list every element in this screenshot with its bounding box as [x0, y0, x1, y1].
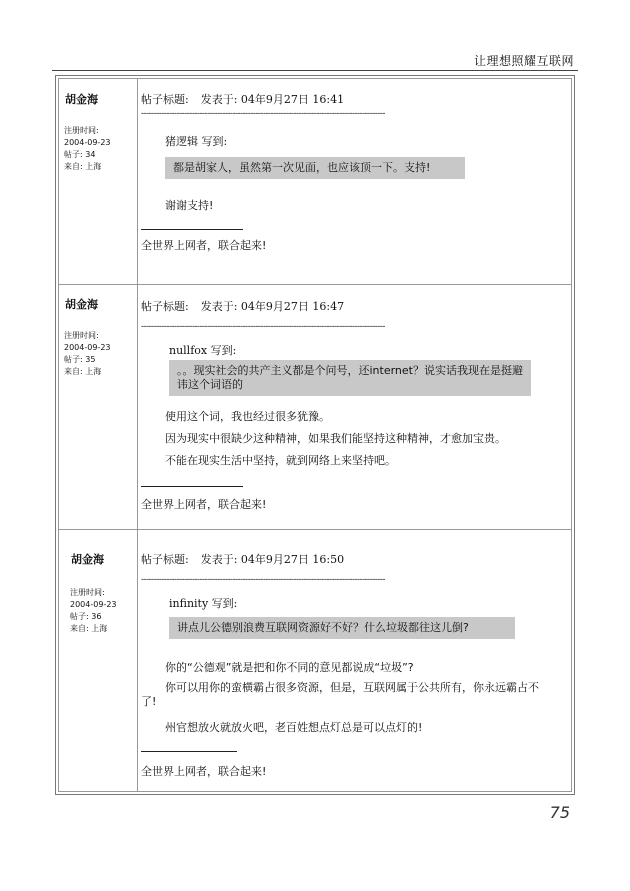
signature: 全世界上网者，联合起来!	[141, 765, 267, 778]
author-location: 来自: 上海	[64, 367, 102, 376]
quote-author: 猪逻辑 写到:	[165, 135, 228, 148]
author-name[interactable]: 胡金海	[65, 298, 98, 311]
forum-thread-frame	[55, 75, 575, 795]
page-number: 75	[549, 803, 570, 822]
quote-author: nullfox 写到:	[169, 344, 237, 357]
post-content	[141, 529, 567, 791]
post-count: 帖子: 35	[64, 355, 96, 364]
forum-post-2	[59, 284, 571, 530]
author-location: 来自: 上海	[64, 162, 102, 171]
register-label: 注册时间:	[64, 331, 99, 340]
reply-text: 使用这个词，我也经过很多犹豫。	[165, 410, 330, 423]
post-subject-label: 帖子标题:	[141, 93, 189, 106]
post-subject-label: 帖子标题:	[141, 300, 189, 313]
register-date: 2004-09-23	[70, 600, 117, 609]
post-divider: ------------------------------------------------------------------------------------------------	[141, 109, 385, 119]
author-name[interactable]: 胡金海	[71, 553, 104, 566]
forum-post-3	[59, 529, 571, 791]
post-header	[141, 298, 344, 314]
post-count: 帖子: 36	[70, 612, 102, 621]
post-timestamp: 发表于: 04年9月27日 16:47	[200, 300, 345, 313]
author-meta	[64, 330, 111, 378]
reply-text: 州官想放火就放火吧，老百姓想点灯总是可以点灯的!	[165, 721, 423, 734]
post-divider: ------------------------------------------------------------------------------------------------	[141, 322, 385, 332]
quote-box: 都是胡家人，虽然第一次见面，也应该顶一下。支持!	[165, 157, 465, 179]
post-header	[141, 91, 344, 107]
quote-box: 讲点儿公德别浪费互联网资源好不好？什么垃圾都往这儿倒?	[169, 617, 515, 639]
post-divider: ------------------------------------------------------------------------------------------------	[141, 575, 385, 585]
author-location: 来自: 上海	[70, 624, 108, 633]
reply-text: 你的“公德观”就是把和你不同的意见都说成“垃圾”?	[165, 661, 414, 674]
reply-text: 不能在现实生活中坚持，就到网络上来坚持吧。	[165, 454, 396, 467]
quote-box: 。。现实社会的共产主义都是个问号，还internet？说实话我现在是挺避讳这个词语的	[169, 360, 531, 396]
signature: 全世界上网者，联合起来!	[141, 239, 267, 252]
reply-text: 因为现实中很缺少这种精神，如果我们能坚持这种精神，才愈加宝贵。	[165, 432, 506, 445]
post-author-panel	[59, 284, 138, 529]
post-subject-label: 帖子标题:	[141, 553, 189, 566]
page-header-title: 让理想照耀互联网	[473, 54, 574, 68]
post-timestamp: 发表于: 04年9月27日 16:41	[200, 93, 345, 106]
register-label: 注册时间:	[70, 588, 105, 597]
reply-text: 谢谢支持!	[165, 199, 214, 212]
post-header	[141, 551, 344, 567]
post-content	[141, 284, 567, 529]
quote-author: infinity 写到:	[169, 597, 238, 610]
post-content	[141, 79, 567, 284]
author-meta	[64, 125, 111, 173]
post-author-panel	[59, 79, 138, 284]
register-date: 2004-09-23	[64, 343, 111, 352]
signature-divider	[141, 229, 243, 230]
header-divider	[52, 70, 578, 71]
signature-divider	[141, 751, 237, 752]
post-timestamp: 发表于: 04年9月27日 16:50	[200, 553, 345, 566]
signature-divider	[141, 486, 243, 487]
post-count: 帖子: 34	[64, 150, 96, 159]
register-label: 注册时间:	[64, 126, 99, 135]
reply-text: 你可以用你的蛮横霸占很多资源，但是，互联网属于公共所有，你永远霸占不了!	[141, 681, 539, 708]
register-date: 2004-09-23	[64, 138, 111, 147]
forum-thread-inner	[58, 78, 572, 792]
signature: 全世界上网者，联合起来!	[141, 498, 267, 511]
forum-post-1	[59, 79, 571, 285]
author-meta	[70, 587, 117, 635]
author-name[interactable]: 胡金海	[65, 93, 98, 106]
post-author-panel	[59, 529, 138, 791]
